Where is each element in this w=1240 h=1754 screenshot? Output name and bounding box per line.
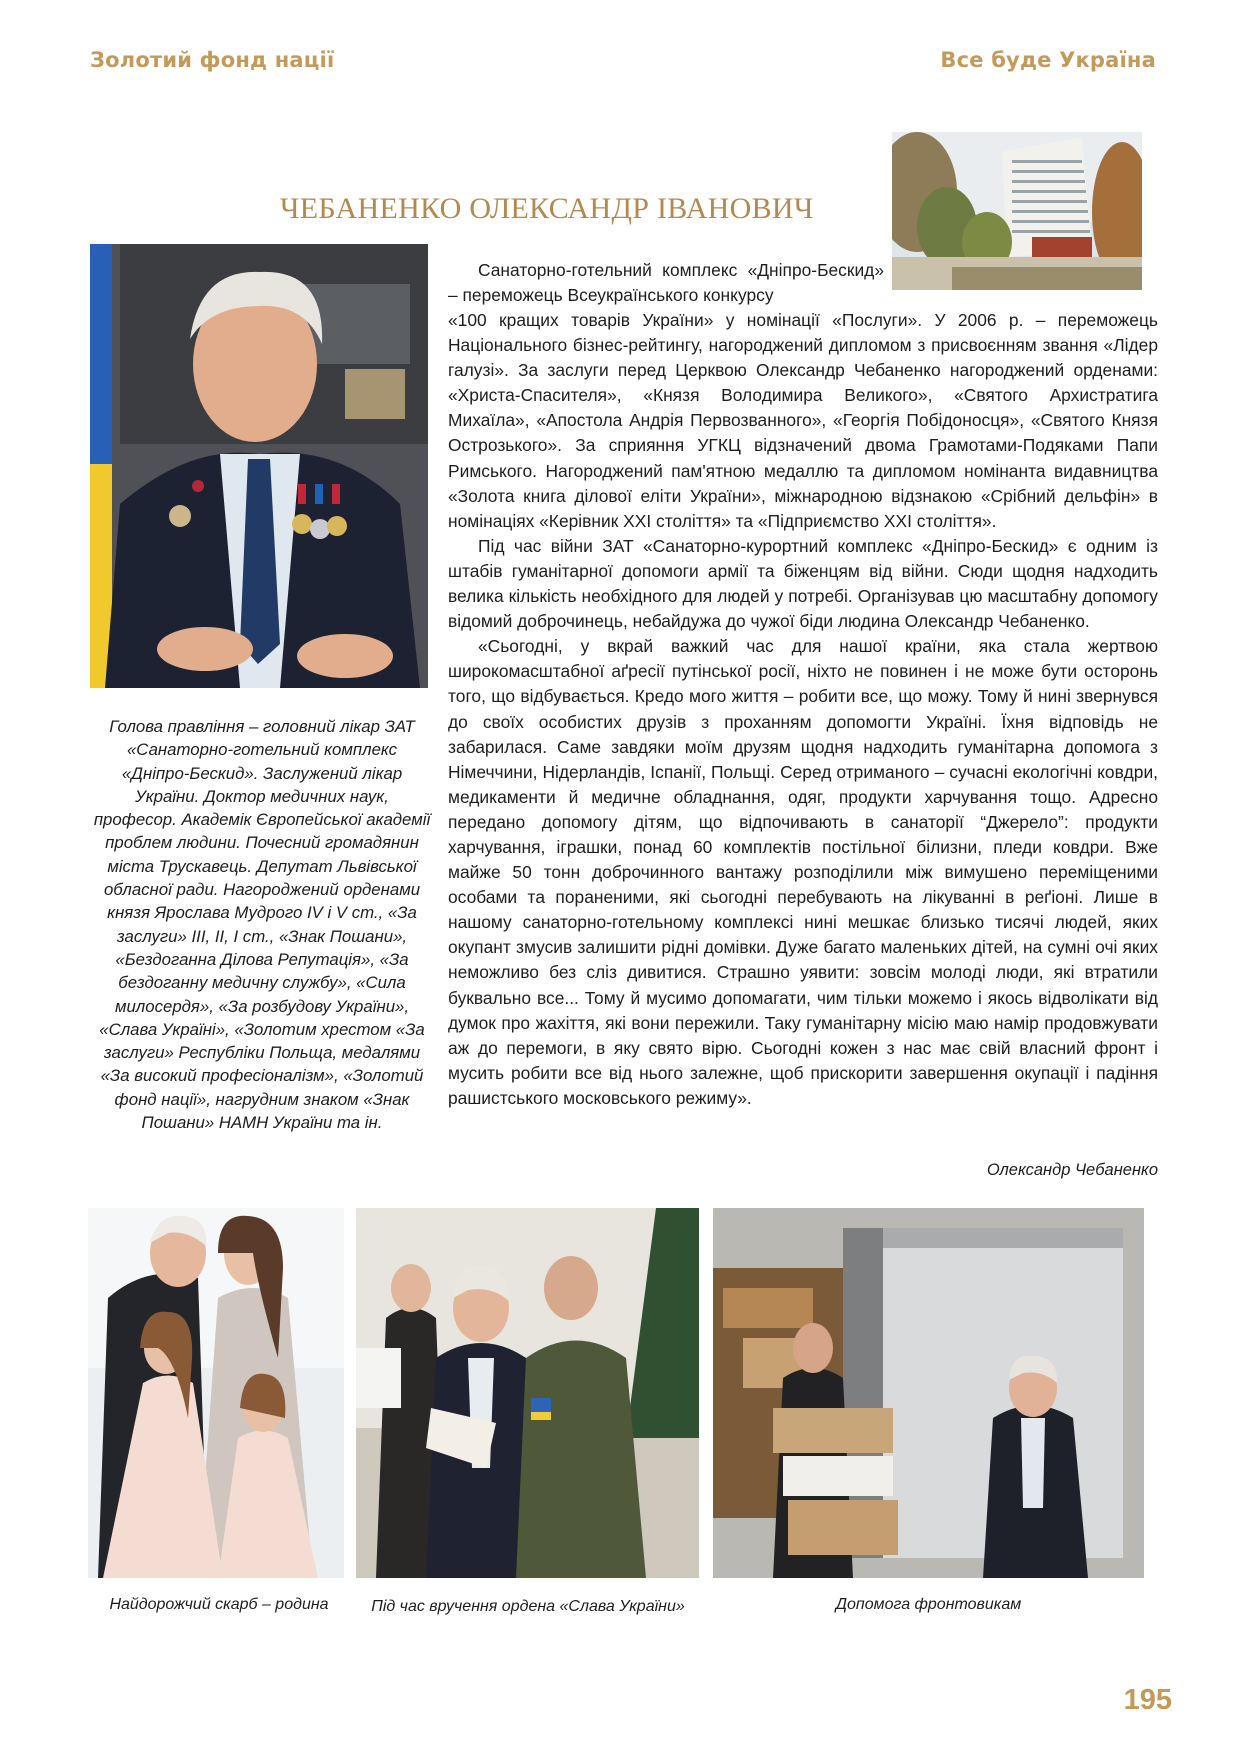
portrait-photo xyxy=(90,244,428,688)
running-header-right: Все буде Україна xyxy=(940,48,1156,72)
running-header-left: Золотий фонд нації xyxy=(90,48,335,72)
article-body xyxy=(448,308,1158,1111)
article-paragraph-1: «100 кращих товарів України» у номінації «Послуги». У 2006 р. – переможець Національного бізнес-рейтингу, нагороджений дипломом з присвоєнням звання «Лідер галузі». За заслуги перед Церквою Олександр Чебаненко нагороджений орденами: «Христа-Спасителя», «Князя Володимира Великого», «Святого Архистратига Михаїла», «Апостола Андрія Первозванного», «Георгія Побідоносця», «Святого Князя Острозького». За сприяння УГКЦ відзначений двома Грамотами-Подяками Папи Римського. Нагороджений пам'ятною медаллю та дипломом номінанта видавництва «Золота книга ділової еліти України», міжнародною відзнакою «Срібний дельфін» в номінаціях «Керівник XXI століття» та «Підприємство XXI століття». xyxy=(448,310,1158,531)
family-photo-caption: Найдорожчий скарб – родина xyxy=(109,1596,329,1613)
humanitarian-aid-photo xyxy=(713,1208,1144,1578)
sanatorium-building-photo xyxy=(892,132,1142,290)
award-ceremony-photo xyxy=(356,1208,699,1578)
page-number: 195 xyxy=(1123,1684,1172,1716)
award-photo-caption: Під час вручення ордена «Слава України» xyxy=(371,1598,685,1615)
article-title: ЧЕБАНЕНКО ОЛЕКСАНДР ІВАНОВИЧ xyxy=(280,192,814,226)
article-paragraph-intro: Санаторно-готельний комплекс «Дніпро-Бескид» – переможець Всеукраїнського конкурсу xyxy=(448,260,884,306)
family-photo xyxy=(88,1208,344,1578)
article-paragraph-3: «Сьогодні, у вкрай важкий час для нашої країни, яка стала жертвою широкомасштабної аґресії путінської росії, ніхто не повинен і не може бути осторонь того, що відбувається. Кредо мого життя – робити все, що можу. Тому й нині звернувся до своїх особистих друзів з проханням допомогти Україні. Їхня відповідь не забарилася. Саме завдяки моїм друзям щодня надходить гуманітарна допомога з Німеччини, Нідерландів, Іспанії, Польщі. Серед отриманого – сучасні екологічні ковдри, медикаменти й медичне обладнання, одяг, продукти харчування тощо. Адресно передано допомогу дітям, що відпочивають в санаторії “Джерело”: продукти харчування, іграшки, понад 60 комплектів постільної білизни, пледи ковдри. Вже майже 50 тонн доброчинного вантажу розподілили між вимушено переміщеними особами та пораненими, які сьогодні перебувають на лікуванні в реґіоні. Лише в нашому санаторно-готельному комплексі нині мешкає близько тисячі людей, яких окупант змусив залишити рідні домівки. Дуже багато маленьких дітей, на сумні очі яких неможливо без сліз дивитися. Страшно уявити: зовсім молоді люди, які втратили буквально все... Тому й мусимо допомагати, чим тільки можемо і якось відволікати від думок про жахіття, які вони пережили. Таку гуманітарну місію маю намір продовжувати аж до перемоги, в яку свято вірю. Сьогодні кожен з нас має свій власний фронт і мусить робити все від нього залежне, щоб прискорити завершення окупації і падіння рашистського московського режиму». xyxy=(448,636,1158,1108)
quote-signature: Олександр Чебаненко xyxy=(986,1161,1158,1179)
article-paragraph-2: Під час війни ЗАТ «Санаторно-курортний комплекс «Дніпро-Бескид» є одним із штабів гуманітарної допомоги армії та біженцям від війни. Сюди щодня надходить велика кількість необхідного для людей у потребі. Організував цю масштабну допомогу відомий доброчинець, небайдужа до чужої біди людина Олександр Чебаненко. xyxy=(448,535,1158,632)
portrait-caption: Голова правління – головний лікар ЗАТ «Санаторно-готельний комплекс «Дніпро-Бескид». Заслужений лікар України. Доктор медичних наук, професор. Академік Європейської академії проблем людини. Почесний громадянин міста Трускавець. Депутат Львівської обласної ради. Нагороджений орденами князя Ярослава Мудрого IV і V ст., «За заслуги» III, II, I ст., «Знак Пошани», «Бездоганна Ділова Репутація», «За бездоганну медичну службу», «Сила милосердя», «За розбудову України», «Слава Україні», «Золотим хрестом «За заслуги» Республіки Польща, медалями «За високий професіоналізм», «Золотий фонд нації», нагрудним знаком «Знак Пошани» НАМН України та ін. xyxy=(93,717,431,1133)
article-intro xyxy=(448,258,884,308)
aid-photo-caption: Допомога фронтовикам xyxy=(835,1596,1022,1613)
